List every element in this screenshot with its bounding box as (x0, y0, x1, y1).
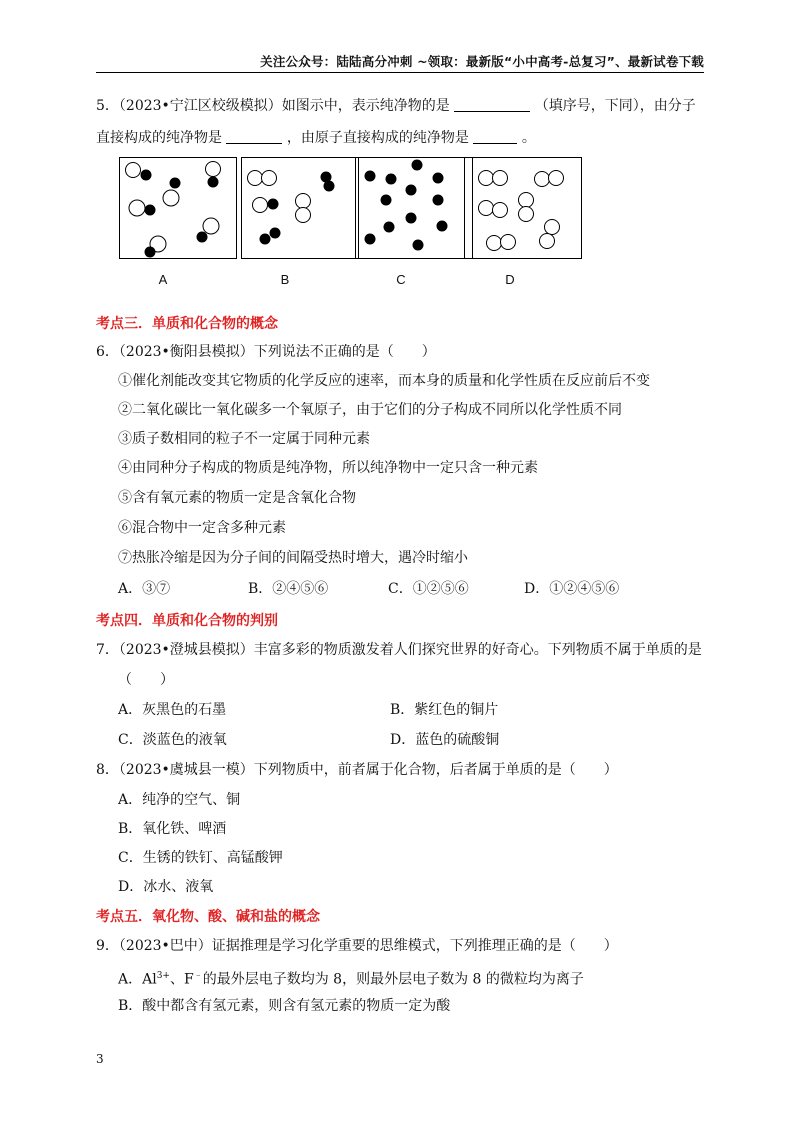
q6-option-a[interactable]: A．③⑦ (118, 581, 171, 597)
figure-box-a (119, 157, 237, 259)
section-heading-5: 考点五．氧化物、酸、碱和盐的概念 (96, 909, 320, 925)
q8-option-b[interactable]: B．氧化铁、啤酒 (118, 821, 227, 837)
q5-line1 (96, 96, 696, 116)
q6-option-c[interactable]: C．①②⑤⑥ (388, 581, 469, 597)
q7-option-a[interactable]: A．灰黑色的石墨 (118, 702, 227, 718)
molecule-diagram-d (465, 158, 583, 260)
figure-label-b: B (280, 272, 290, 287)
q6-option-d[interactable]: D．①②④⑤⑥ (524, 581, 620, 597)
q7-option-d[interactable]: D．蓝色的硫酸铜 (390, 732, 500, 748)
section-heading-4: 考点四．单质和化合物的判别 (96, 613, 278, 629)
page-header: 关注公众号：陆陆高分冲刺 ~领取：最新版“小中高考-总复习”、最新试卷下载 (260, 54, 704, 69)
q6-statement: ⑥混合物中一定含多种元素 (118, 520, 286, 536)
figure-label-a: A (158, 272, 168, 287)
figure-box-b (241, 157, 359, 259)
q5-text-2pre: 直接构成的纯净物是 (96, 130, 222, 146)
header-rule (96, 72, 704, 73)
q7-option-b[interactable]: B．紫红色的铜片 (390, 702, 499, 718)
q5-text-2end: 。 (521, 130, 536, 146)
molecule-diagram-b (242, 158, 360, 260)
q5-text-pre: 5．（2023•宁江区校级模拟）如图示中，表示纯净物的是 (96, 98, 450, 114)
q9-option-a-prefix: A．Al (118, 971, 157, 988)
q8-option-d[interactable]: D．冰水、液氧 (118, 879, 214, 895)
q5-blank-1[interactable] (454, 97, 530, 112)
q6-statement: ①催化剂能改变其它物质的化学反应的速率，而本身的质量和化学性质在反应前后不变 (118, 373, 650, 389)
q8-stem: 8．（2023•虞城县一模）下列物质中，前者属于化合物，后者属于单质的是（ ） (96, 762, 618, 778)
q8-option-a[interactable]: A．纯净的空气、铜 (118, 792, 241, 808)
q5-text-post: （填序号，下同），由分子 (534, 98, 696, 114)
molecule-diagram-a (120, 158, 238, 260)
q6-option-b[interactable]: B．②④⑤⑥ (248, 581, 329, 597)
molecule-diagram-c (356, 158, 474, 260)
q6-statement: ④由同种分子构成的物质是纯净物，所以纯净物中一定只含一种元素 (118, 460, 538, 476)
section-heading-3: 考点三．单质和化合物的概念 (96, 316, 278, 332)
q7-stem: 7．（2023•澄城县模拟）丰富多彩的物质激发着人们探究世界的好奇心。下列物质不属于单质的是 (96, 642, 702, 658)
q5-text-2mid: ，由原子直接构成的纯净物是 (286, 130, 469, 146)
q6-statement: ③质子数相同的粒子不一定属于同种元素 (118, 431, 370, 447)
q9-option-a-text: 的最外层电子数均为 8，则最外层电子数为 8 的微粒均为离子 (202, 971, 584, 988)
q6-statement: ⑤含有氧元素的物质一定是含氧化合物 (118, 490, 356, 506)
q9-option-a-charge2: ﹣ (193, 971, 203, 981)
figure-label-d: D (505, 272, 515, 287)
figure-box-c (355, 157, 473, 259)
q9-option-a-charge1: 3+ (156, 971, 170, 981)
q9-option-b[interactable]: B．酸中都含有氢元素，则含有氢元素的物质一定为酸 (118, 998, 451, 1014)
q9-option-a-mid: 、F (169, 971, 194, 988)
q9-option-a[interactable] (118, 966, 584, 990)
q5-blank-3[interactable] (473, 129, 517, 144)
q6-statement: ②二氧化碳比一氧化碳多一个氧原子，由于它们的分子构成不同所以化学性质不同 (118, 402, 622, 418)
q5-line2 (96, 128, 536, 148)
page-number: 3 (96, 1052, 104, 1066)
q9-stem: 9．（2023•巴中）证据推理是学习化学重要的思维模式，下列推理正确的是（ ） (96, 938, 618, 954)
q7-option-c[interactable]: C．淡蓝色的液氧 (118, 732, 227, 748)
q7-answer-paren: （ ） (118, 672, 174, 688)
q6-statement: ⑦热胀冷缩是因为分子间的间隔受热时增大，遇冷时缩小 (118, 550, 468, 566)
q6-stem: 6．（2023•衡阳县模拟）下列说法不正确的是（ ） (96, 344, 436, 360)
q8-option-c[interactable]: C．生锈的铁钉、高锰酸钾 (118, 850, 283, 866)
figure-label-c: C (396, 272, 406, 287)
q5-blank-2[interactable] (226, 129, 282, 144)
figure-box-d (464, 157, 582, 259)
